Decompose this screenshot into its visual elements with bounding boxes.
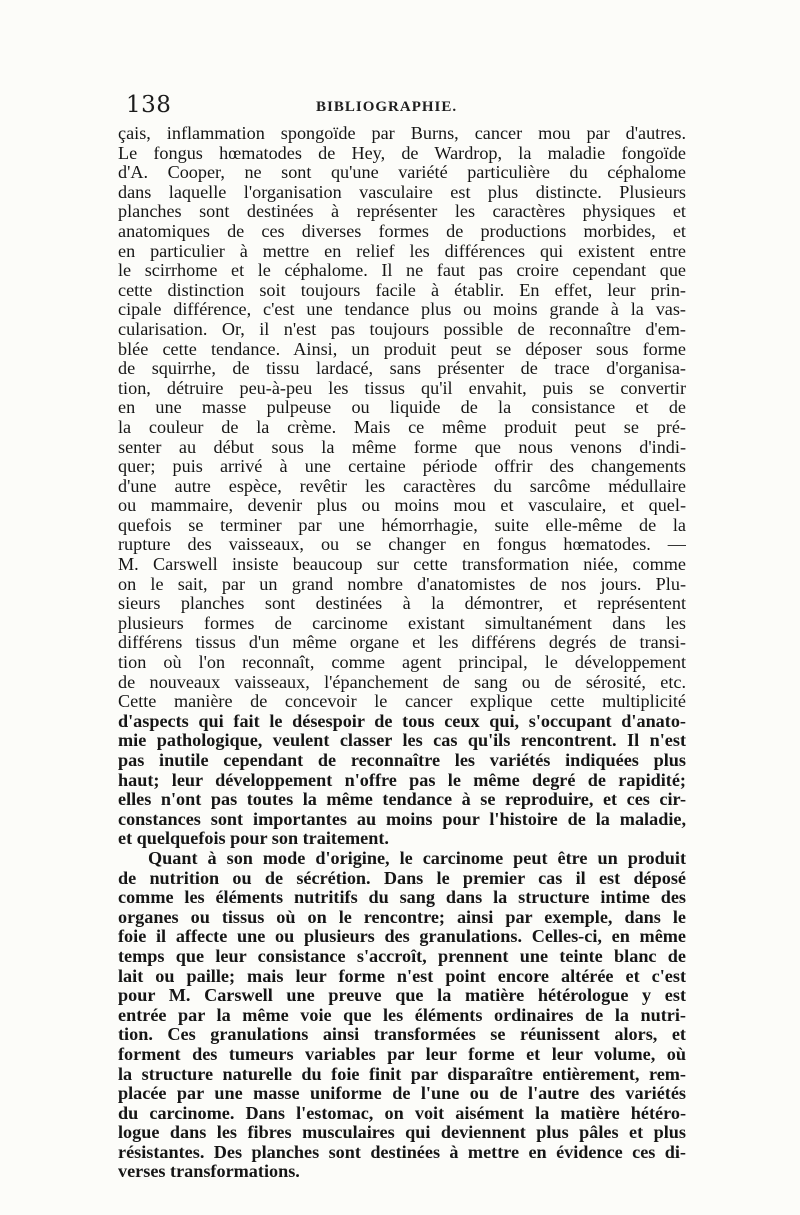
text-line: senter au début sous la même forme que nous venons d'indi- — [118, 437, 686, 457]
text-line: pour M. Carswell une preuve que la matière hétérologue y est — [118, 986, 686, 1006]
text-line: on le sait, par un grand nombre d'anatomistes de nos jours. Plu- — [118, 574, 686, 594]
text-line: d'A. Cooper, ne sont qu'une variété particulière du céphalome — [118, 163, 686, 183]
text-line: différens tissus d'un même organe et les différens degrés de transi- — [118, 633, 686, 653]
text-line: la structure naturelle du foie finit par disparaître entièrement, rem- — [118, 1064, 686, 1084]
text-line: ou mammaire, devenir plus ou moins mou et vasculaire, et quel- — [118, 496, 686, 516]
text-line: sieurs planches sont destinées à la démontrer, et représentent — [118, 594, 686, 614]
page-header — [126, 92, 681, 124]
text-line: comme les éléments nutritifs du sang dans la structure intime des — [118, 888, 686, 908]
page-number: 138 — [126, 92, 172, 118]
text-line: foie il affecte une ou plusieurs des granulations. Celles-ci, en même — [118, 927, 686, 947]
text-line: Quant à son mode d'origine, le carcinome peut être un produit — [148, 848, 686, 868]
text-line: Le fongus hœmatodes de Hey, de Wardrop, la maladie fongoïde — [118, 143, 686, 163]
text-line: placée par une masse uniforme de l'une ou de l'autre des variétés — [118, 1084, 686, 1104]
text-line: en une masse pulpeuse ou liquide de la consistance et de — [118, 398, 686, 418]
text-line: résistantes. Des planches sont destinées à mettre en évidence ces di- — [118, 1142, 686, 1162]
text-line: lait ou paille; mais leur forme n'est point encore altérée et c'est — [118, 966, 686, 986]
text-line: haut; leur développement n'offre pas le même degré de rapidité; — [118, 770, 686, 790]
text-line: logue dans les fibres musculaires qui deviennent plus pâles et plus — [118, 1123, 686, 1143]
text-line: d'une autre espèce, revêtir les caractères du sarcôme médullaire — [118, 476, 686, 496]
text-line: cipale différence, c'est une tendance plus ou moins grande à la vas- — [118, 300, 686, 320]
text-line: d'aspects qui fait le désespoir de tous ceux qui, s'occupant d'anato- — [118, 711, 686, 731]
text-line: planches sont destinées à représenter les caractères physiques et — [118, 202, 686, 222]
text-line: et quelquefois pour son traitement. — [118, 829, 389, 849]
text-line: temps que leur consistance s'accroît, prennent une teinte blanc de — [118, 946, 686, 966]
body-text — [118, 124, 686, 1182]
text-line: constances sont importantes au moins pour l'histoire de la maladie, — [118, 809, 686, 829]
text-line: en particulier à mettre en relief les différences qui existent entre — [118, 241, 686, 261]
text-line: organes ou tissus où on le rencontre; ainsi par exemple, dans le — [118, 907, 686, 927]
text-line: tion. Ces granulations ainsi transformées se réunissent alors, et — [118, 1025, 686, 1045]
text-line: M. Carswell insiste beaucoup sur cette transformation niée, comme — [118, 555, 686, 575]
text-line: de squirrhe, de tissu lardacé, sans présenter de trace d'organisa- — [118, 359, 686, 379]
text-line: dans laquelle l'organisation vasculaire est plus distincte. Plusieurs — [118, 182, 686, 202]
text-line: tion, détruire peu-à-peu les tissus qu'il envahit, puis se convertir — [118, 378, 686, 398]
text-line: mie pathologique, veulent classer les cas qu'ils rencontrent. Il n'est — [118, 731, 686, 751]
text-line: entrée par la même voie que les éléments ordinaires de la nutri- — [118, 1005, 686, 1025]
text-line: çais, inflammation spongoïde par Burns, cancer mou par d'autres. — [118, 124, 686, 143]
text-line: cette distinction soit toujours facile à établir. En effet, leur prin- — [118, 280, 686, 300]
text-line: le scirrhome et le céphalome. Il ne faut pas croire cependant que — [118, 261, 686, 281]
text-line: quefois se terminer par une hémorrhagie, suite elle-même de la — [118, 515, 686, 535]
running-head: BIBLIOGRAPHIE. — [316, 99, 458, 115]
text-line: la couleur de la crème. Mais ce même produit peut se pré- — [118, 417, 686, 437]
text-line: verses transformations. — [118, 1162, 300, 1182]
text-line: tion où l'on reconnaît, comme agent principal, le développement — [118, 653, 686, 673]
text-line: forment des tumeurs variables par leur forme et leur volume, où — [118, 1044, 686, 1064]
text-line: de nutrition ou de sécrétion. Dans le premier cas il est déposé — [118, 868, 686, 888]
text-line: de nouveaux vaisseaux, l'épanchement de sang ou de sérosité, etc. — [118, 672, 686, 692]
text-line: pas inutile cependant de reconnaître les variétés indiquées plus — [118, 751, 686, 770]
text-line: rupture des vaisseaux, ou se changer en fongus hœmatodes. — — [118, 535, 686, 555]
text-line: anatomiques de ces diverses formes de productions morbides, et — [118, 221, 686, 241]
text-line: plusieurs formes de carcinome existant simultanément dans les — [118, 613, 686, 633]
text-line: quer; puis arrivé à une certaine période offrir des changements — [118, 457, 686, 477]
text-line: elles n'ont pas toutes la même tendance à se reproduire, et ces cir- — [118, 790, 686, 810]
text-line: Cette manière de concevoir le cancer explique cette multiplicité — [118, 692, 686, 712]
text-line: cularisation. Or, il n'est pas toujours possible de reconnaître d'em- — [118, 319, 686, 339]
text-line: du carcinome. Dans l'estomac, on voit aisément la matière hétéro- — [118, 1103, 686, 1123]
text-line: blée cette tendance. Ainsi, un produit peut se déposer sous forme — [118, 339, 686, 359]
